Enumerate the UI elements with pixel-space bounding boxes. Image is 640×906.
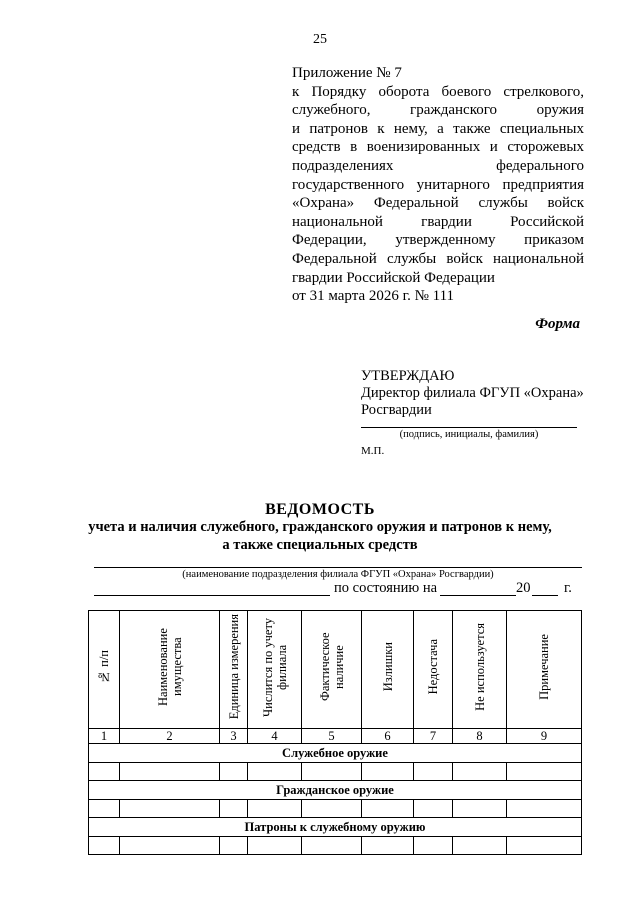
appendix-line: служебного, гражданского оружия: [292, 102, 584, 119]
table-cell[interactable]: [120, 763, 220, 781]
column-number: 7: [414, 729, 453, 744]
appendix-line: гвардии Российской Федерации: [292, 269, 495, 286]
column-number: 3: [220, 729, 248, 744]
column-header: Наименование имущества: [120, 611, 220, 729]
table-cell[interactable]: [120, 837, 220, 855]
table-cell[interactable]: [507, 763, 582, 781]
table-cell[interactable]: [453, 800, 507, 818]
document-title: ВЕДОМОСТЬ: [265, 501, 375, 518]
column-header: Излишки: [362, 611, 414, 729]
form-label: Форма: [535, 316, 580, 332]
appendix-line: подразделениях федерального: [292, 157, 584, 174]
table-cell[interactable]: [414, 837, 453, 855]
table-cell[interactable]: [248, 800, 302, 818]
appendix-line: Федеральной службы войск национальной: [292, 250, 584, 267]
year-suffix: г.: [564, 580, 572, 596]
column-number: 9: [507, 729, 582, 744]
table-cell[interactable]: [120, 800, 220, 818]
department-caption: (наименование подразделения филиала ФГУП «Охрана» Росгвардии): [182, 569, 494, 580]
section-row: [89, 818, 582, 837]
column-number-row: [89, 729, 582, 744]
table-cell[interactable]: [248, 837, 302, 855]
table-cell[interactable]: [89, 800, 120, 818]
table-cell[interactable]: [414, 763, 453, 781]
section-title: Служебное оружие: [89, 744, 582, 763]
table-cell[interactable]: [362, 763, 414, 781]
section-row: [89, 781, 582, 800]
column-header: Недостача: [414, 611, 453, 729]
table-cell[interactable]: [507, 800, 582, 818]
table-cell[interactable]: [414, 800, 453, 818]
table-cell[interactable]: [507, 837, 582, 855]
appendix-line: к Порядку оборота боевого стрелкового,: [292, 83, 584, 100]
column-number: 8: [453, 729, 507, 744]
column-number: 6: [362, 729, 414, 744]
year-blank-line[interactable]: [532, 580, 558, 596]
as-of-text: по состоянию на: [334, 580, 438, 596]
as-of-row: [94, 580, 584, 600]
signature-line[interactable]: [361, 427, 577, 428]
document-subtitle: [0, 518, 640, 554]
appendix-block: [292, 64, 584, 306]
subtitle-line: а также специальных средств: [222, 537, 418, 553]
column-header: Не используется: [453, 611, 507, 729]
table-cell[interactable]: [302, 837, 362, 855]
column-header: Фактическое наличие: [302, 611, 362, 729]
table-cell[interactable]: [362, 800, 414, 818]
year-prefix: 20: [516, 580, 531, 596]
section-title: Патроны к служебному оружию: [89, 818, 582, 837]
approval-position: Директор филиала ФГУП «Охрана»: [361, 385, 584, 401]
date-blank-line[interactable]: [440, 580, 516, 596]
table-cell[interactable]: [89, 837, 120, 855]
approval-org: Росгвардии: [361, 402, 432, 418]
appendix-line: Федерации, утвержденному приказом: [292, 232, 584, 249]
as-of-blank-line[interactable]: [94, 580, 330, 596]
appendix-line: «Охрана» Федеральной службы войск: [292, 195, 584, 212]
column-number: 4: [248, 729, 302, 744]
approval-heading: УТВЕРЖДАЮ: [361, 368, 455, 384]
appendix-line: национальной гвардии Российской: [292, 213, 584, 230]
column-header: Единица измерения: [220, 611, 248, 729]
table-cell[interactable]: [453, 763, 507, 781]
inventory-table: [88, 610, 582, 855]
stamp-label: М.П.: [361, 445, 385, 457]
appendix-title: Приложение № 7: [292, 65, 402, 81]
table-cell[interactable]: [220, 763, 248, 781]
table-cell[interactable]: [302, 800, 362, 818]
approval-block: [361, 368, 584, 419]
table-cell[interactable]: [220, 837, 248, 855]
table-cell[interactable]: [220, 800, 248, 818]
appendix-line: и патронов к нему, а также специальных: [292, 120, 584, 137]
appendix-date: от 31 марта 2026 г. № 111: [292, 288, 455, 305]
table-cell[interactable]: [89, 763, 120, 781]
table-cell[interactable]: [248, 763, 302, 781]
section-title: Гражданское оружие: [89, 781, 582, 800]
appendix-line: средств в военизированных и сторожевых: [292, 139, 584, 156]
subtitle-line: учета и наличия служебного, гражданского оружия и патронов к нему,: [88, 519, 552, 535]
column-number: 1: [89, 729, 120, 744]
column-header: Числится по учету филиала: [248, 611, 302, 729]
department-line[interactable]: [94, 567, 582, 568]
appendix-line: государственного унитарного предприятия: [292, 176, 584, 193]
table-cell[interactable]: [302, 763, 362, 781]
table-header-row: [89, 611, 582, 729]
section-row: [89, 744, 582, 763]
column-number: 2: [120, 729, 220, 744]
table-row: [89, 763, 582, 781]
column-header: Примечание: [507, 611, 582, 729]
table-cell[interactable]: [453, 837, 507, 855]
signature-caption: (подпись, инициалы, фамилия): [399, 429, 539, 440]
column-header: № п/п: [89, 611, 120, 729]
column-number: 5: [302, 729, 362, 744]
page-number: 25: [313, 32, 327, 47]
table-cell[interactable]: [362, 837, 414, 855]
table-row: [89, 837, 582, 855]
table-row: [89, 800, 582, 818]
